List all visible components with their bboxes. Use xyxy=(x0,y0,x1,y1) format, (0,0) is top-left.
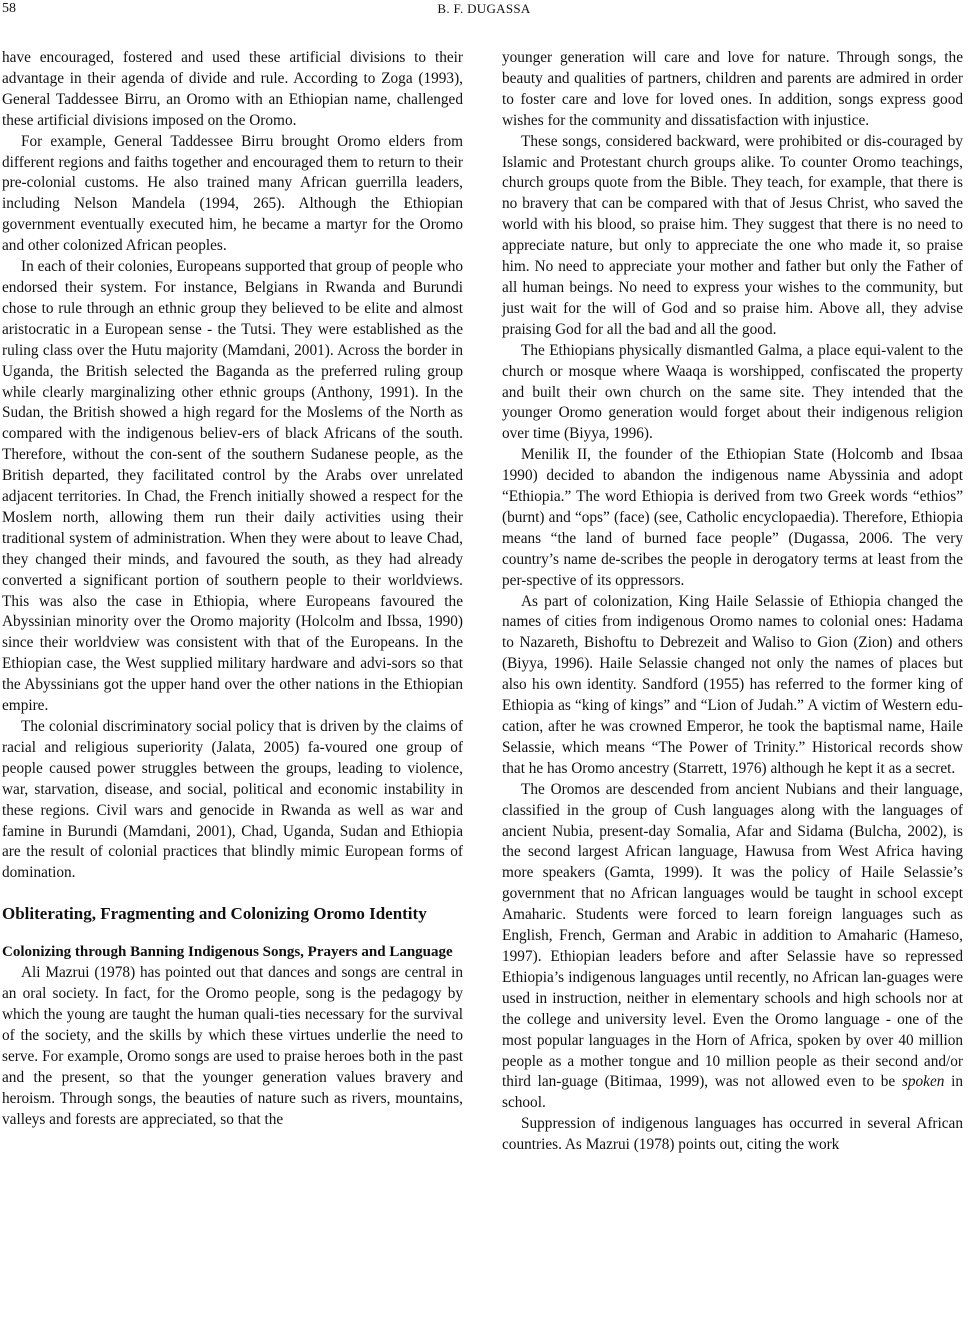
paragraph-text: The Oromos are descended from ancient Nubians and their language, classified in the group of Cush languages along with the languages of ancient Nubia, present-day Somalia, Afar and Sidama (Bulcha, 2002), is the second largest African language, Hawusa from West Africa having more speakers (Gamta, 1999). It was the policy of Haile Selassie’s government that no African languages would be taught in school except Amaharic. Students were forced to learn foreign languages such as English, French, German and Arabic in addition to Amaharic (Hameso, 1997). Ethiopian leaders before and after Selassie have so repressed Ethiopia’s indigenous languages until recently, no African lan-guages were used in instruction, neither in elementary schools and high schools nor at the college and university level. Even the Oromo language - one of the most popular languages in the Horn of Africa, spoken by over 40 million people as a mother tongue and 10 million people as their second and/or third lan-guage (Bitimaa, 1999), was not allowed even to be xyxy=(502,780,963,1091)
paragraph: These songs, considered backward, were prohibited or dis-couraged by Islamic and Protestant church groups alike. To counter Oromo teachings, church groups quote from the Bible. They teach, for example, that there is no bravery that can be compared with that of Jesus Christ, who saved the world with his blood, so praise him. They suggest that there is no need to appreciate nature, but only to appreciate the one who made it, so praise him. No need to appreciate your mother and father but only the Father of all human beings. No need to express your wishes to the community, but just wait for the will of God and so praise him. Above all, they advise praising God for all the bad and all the good. xyxy=(502,132,963,338)
emphasized-word: spoken xyxy=(901,1073,945,1091)
paragraph xyxy=(502,780,963,1115)
paragraph: The Ethiopians physically dismantled Galma, a place equi-valent to the church or mosque where Waaqa is worshipped, confiscated the property and built their own church on the same site. They intended that the younger Oromo generation would forget about their indigenous religion over time (Biyya, 1996). xyxy=(502,341,963,443)
page-number: 58 xyxy=(2,1,16,16)
section-heading: Obliterating, Fragmenting and Colonizing Oromo Identity xyxy=(2,904,427,924)
paragraph-continued: have encouraged, fostered and used these artificial divisions to their advantage in their agenda of divide and rule. According to Zoga (1993), General Taddessee Birru, an Oromo with an Ethiopian name, challenged these artificial divisions imposed on the Oromo. xyxy=(2,49,463,129)
left-column xyxy=(2,48,463,1131)
paragraph: The colonial discriminatory social policy that is driven by the claims of racial and religious superiority (Jalata, 2005) fa-voured one group of people caused power struggles between the groups, leading to violence, war, starvation, disease, and social, political and economic instability in these regions. Civil wars and genocide in Rwanda as well as war and famine in Burundi (Mamdani, 2001), Chad, Uganda, Sudan and Ethiopia are the result of colonial practices that blindly mimic European forms of domination. xyxy=(2,718,463,882)
paragraph: In each of their colonies, Europeans supported that group of people who endorsed their system. For instance, Belgians in Rwanda and Burundi chose to rule through an ethnic group they believed to be elite and almost aristocratic in a European sense - the Tutsi. They were established as the ruling class over the Hutu majority (Mamdani, 2001). Across the border in Uganda, the British selected the Baganda as the preferred ruling group while clearly marginalizing other ethnic groups (Anthony, 1991). In the Sudan, the British showed a high regard for the Moslems of the North as compared with the indigenous believ-ers of black Africans of the south. Therefore, without the con-sent of the southern Sudanese people, as the British departed, they facilitated control by the Arabs over unrelated adjacent territories. In Chad, the French initially showed a respect for the Moslem north, allowing them run their daily activities using their traditional system of administration. When they were about to leave Chad, they changed their minds, and favoured the south, as they had already converted a significant portion of southern people to their worldviews. This was also the case in Ethiopia, where Europeans favoured the Abyssinian minority over the Oromo majority (Holcolm and Ibssa, 1990) since their worldview was consistent with that of the Europeans. In the Ethiopian case, the West supplied military hardware and advi-sors so that the Abyssinians got the upper hand over the other nations in the Ethiopian empire. xyxy=(2,258,463,715)
paragraph: Ali Mazrui (1978) has pointed out that dances and songs are central in an oral society. In fact, for the Oromo people, song is the pedagogy by which the young are taught the human quali-ties necessary for the survival of the society, and the skills by which these virtues underlie the need to serve. For example, Oromo songs are used to praise heroes both in the past and the present, so that the younger generation values bravery and heroism. Through songs, the beauties of nature such as rivers, mountains, valleys and forests are appreciated, so that the xyxy=(2,964,463,1128)
running-head: B. F. DUGASSA xyxy=(437,1,531,16)
right-column xyxy=(502,48,963,1156)
paragraph: Suppression of indigenous languages has occurred in several African countries. As Mazrui (1978) points out, citing the work xyxy=(502,1115,963,1154)
page-header xyxy=(0,0,968,24)
paragraph-continued: younger generation will care and love for nature. Through songs, the beauty and qualities of partners, children and parents are admired in order to foster care and love for loved ones. In addition, songs express good wishes for the community and dissatisfaction with injustice. xyxy=(502,49,963,129)
paragraph-text-tail: in school. xyxy=(502,1073,964,1112)
subsection-heading: Colonizing through Banning Indigenous Songs, Prayers and Language xyxy=(2,944,453,961)
paragraph: Menilik II, the founder of the Ethiopian State (Holcomb and Ibsaa 1990) decided to abandon the indigenous name Abyssinia and adopt “Ethiopia.” The word Ethiopia is derived from two Greek words “ethios” (burnt) and “ops” (face) (see, Catholic encyclopaedia). Therefore, Ethiopia means “the land of burned face people” (Dugassa, 2006. The very country’s name de-scribes the people in derogatory terms at least from the per-spective of its oppressors. xyxy=(502,446,963,589)
paragraph: As part of colonization, King Haile Selassie of Ethiopia changed the names of cities from indigenous Oromo names to colonial ones: Hadama to Nazareth, Bishoftu to Debrezeit and Waliso to Gion (Zion) and others (Biyya, 1996). Haile Selassie changed not only the names of places but also his own identity. Sandford (1955) has referred to the former king of Ethiopia as “king of kings” and “Lion of Judah.” A victim of Western edu-cation, after he was crowned Emperor, he took the baptismal name, Haile Selassie, which means “The Power of Trinity.” Historical records show that he has Oromo ancestry (Starrett, 1976) although he kept it as a secret. xyxy=(502,592,963,777)
paragraph: For example, General Taddessee Birru brought Oromo elders from different regions and faiths together and encouraged them to return to their pre-colonial customs. He also trained many African guerrilla leaders, including Nelson Mandela (1994, 265). Although the Ethiopian government eventually executed him, he became a martyr for the Oromo and other colonized African peoples. xyxy=(2,132,463,255)
